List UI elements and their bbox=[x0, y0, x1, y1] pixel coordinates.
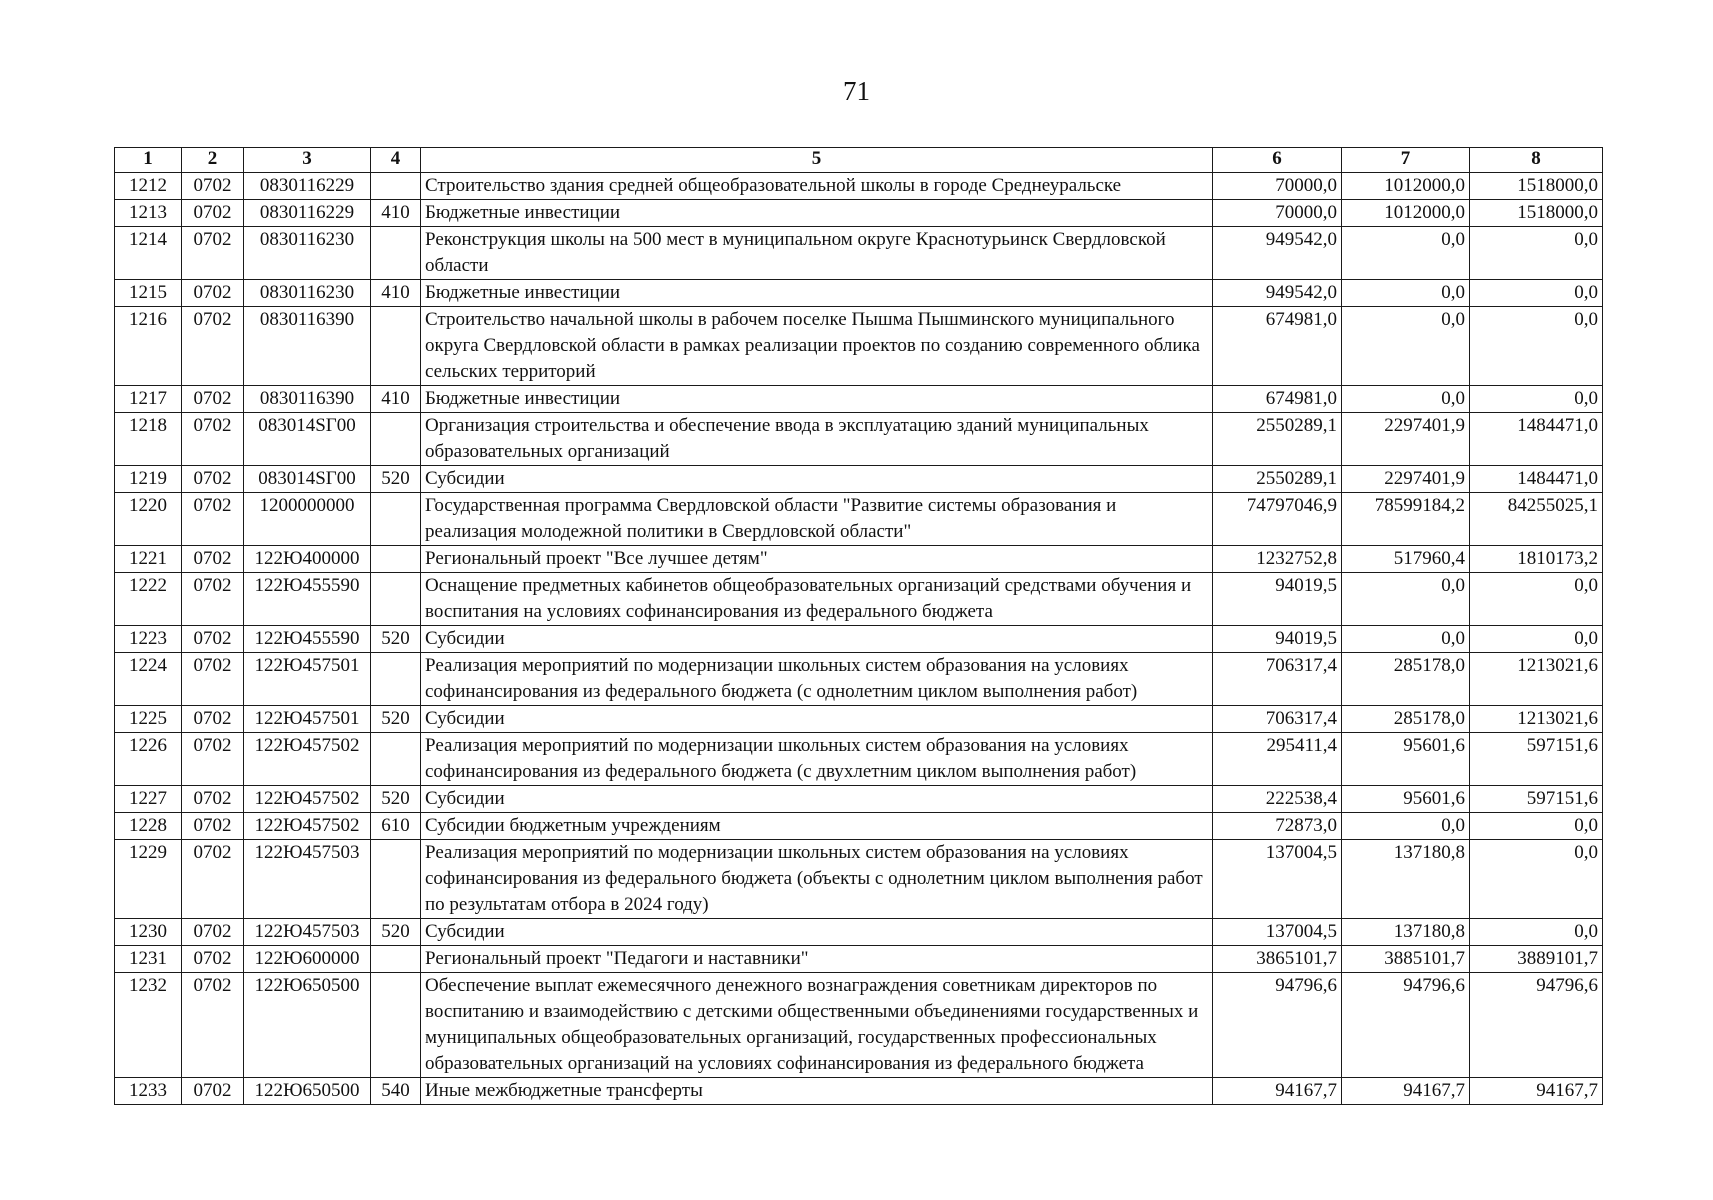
row-number: 1212 bbox=[115, 173, 182, 200]
amount-col-8: 0,0 bbox=[1470, 813, 1603, 840]
expense-name: Региональный проект "Все лучшее детям" bbox=[421, 546, 1213, 573]
row-number: 1215 bbox=[115, 280, 182, 307]
expense-type-code bbox=[371, 546, 421, 573]
amount-col-7: 3885101,7 bbox=[1342, 946, 1470, 973]
row-number: 1214 bbox=[115, 227, 182, 280]
table-row bbox=[115, 227, 1603, 280]
page-number: 71 bbox=[843, 76, 870, 106]
header-cell: 1 bbox=[115, 148, 182, 173]
section-code: 0702 bbox=[182, 1078, 244, 1105]
amount-col-7: 2297401,9 bbox=[1342, 413, 1470, 466]
expense-name: Реализация мероприятий по модернизации школьных систем образования на условиях софинансирования из федерального бюджета (с двухлетним циклом выполнения работ) bbox=[421, 733, 1213, 786]
expense-type-code: 410 bbox=[371, 386, 421, 413]
amount-col-6: 94167,7 bbox=[1213, 1078, 1342, 1105]
expense-type-code: 520 bbox=[371, 786, 421, 813]
expense-type-code bbox=[371, 733, 421, 786]
section-code: 0702 bbox=[182, 653, 244, 706]
table-row bbox=[115, 466, 1603, 493]
expense-name: Бюджетные инвестиции bbox=[421, 200, 1213, 227]
amount-col-8: 1213021,6 bbox=[1470, 706, 1603, 733]
table-row bbox=[115, 973, 1603, 1078]
amount-col-7: 0,0 bbox=[1342, 280, 1470, 307]
target-article-code: 122Ю457501 bbox=[244, 653, 371, 706]
expense-type-code bbox=[371, 227, 421, 280]
amount-col-7: 95601,6 bbox=[1342, 733, 1470, 786]
table-row bbox=[115, 413, 1603, 466]
row-number: 1221 bbox=[115, 546, 182, 573]
amount-col-6: 1232752,8 bbox=[1213, 546, 1342, 573]
target-article-code: 122Ю457502 bbox=[244, 733, 371, 786]
amount-col-6: 70000,0 bbox=[1213, 200, 1342, 227]
expense-type-code bbox=[371, 173, 421, 200]
amount-col-8: 0,0 bbox=[1470, 307, 1603, 386]
expense-name: Обеспечение выплат ежемесячного денежного вознаграждения советникам директоров по воспитанию и взаимодействию с детскими общественными объединениями государственных и муниципальных общеобразовательных организаций, государственных профессиональных образовательных организаций на условиях софинансирования из федерального бюджета bbox=[421, 973, 1213, 1078]
row-number: 1222 bbox=[115, 573, 182, 626]
amount-col-6: 137004,5 bbox=[1213, 840, 1342, 919]
amount-col-8: 597151,6 bbox=[1470, 786, 1603, 813]
row-number: 1226 bbox=[115, 733, 182, 786]
target-article-code: 122Ю457502 bbox=[244, 786, 371, 813]
row-number: 1219 bbox=[115, 466, 182, 493]
row-number: 1225 bbox=[115, 706, 182, 733]
table-row bbox=[115, 786, 1603, 813]
expense-name: Субсидии bbox=[421, 919, 1213, 946]
expense-type-code bbox=[371, 493, 421, 546]
section-code: 0702 bbox=[182, 840, 244, 919]
expense-name: Иные межбюджетные трансферты bbox=[421, 1078, 1213, 1105]
table-row bbox=[115, 919, 1603, 946]
table-row bbox=[115, 733, 1603, 786]
expense-name: Субсидии bbox=[421, 466, 1213, 493]
expense-name: Субсидии bbox=[421, 626, 1213, 653]
expense-name: Организация строительства и обеспечение ввода в эксплуатацию зданий муниципальных образовательных организаций bbox=[421, 413, 1213, 466]
amount-col-8: 1518000,0 bbox=[1470, 173, 1603, 200]
target-article-code: 122Ю400000 bbox=[244, 546, 371, 573]
expense-type-code bbox=[371, 653, 421, 706]
amount-col-7: 1012000,0 bbox=[1342, 200, 1470, 227]
amount-col-6: 674981,0 bbox=[1213, 307, 1342, 386]
amount-col-8: 1484471,0 bbox=[1470, 413, 1603, 466]
amount-col-8: 0,0 bbox=[1470, 840, 1603, 919]
amount-col-6: 949542,0 bbox=[1213, 280, 1342, 307]
expense-name: Строительство начальной школы в рабочем поселке Пышма Пышминского муниципального округа Свердловской области в рамках реализации проектов по созданию современного облика сельских территорий bbox=[421, 307, 1213, 386]
section-code: 0702 bbox=[182, 733, 244, 786]
amount-col-7: 94167,7 bbox=[1342, 1078, 1470, 1105]
row-number: 1229 bbox=[115, 840, 182, 919]
row-number: 1233 bbox=[115, 1078, 182, 1105]
amount-col-6: 70000,0 bbox=[1213, 173, 1342, 200]
table-row bbox=[115, 1078, 1603, 1105]
amount-col-8: 0,0 bbox=[1470, 573, 1603, 626]
header-cell: 5 bbox=[421, 148, 1213, 173]
expense-name: Бюджетные инвестиции bbox=[421, 386, 1213, 413]
table-row bbox=[115, 307, 1603, 386]
header-row bbox=[115, 148, 1603, 173]
target-article-code: 1200000000 bbox=[244, 493, 371, 546]
amount-col-8: 1213021,6 bbox=[1470, 653, 1603, 706]
section-code: 0702 bbox=[182, 493, 244, 546]
row-number: 1232 bbox=[115, 973, 182, 1078]
expense-name: Бюджетные инвестиции bbox=[421, 280, 1213, 307]
row-number: 1230 bbox=[115, 919, 182, 946]
header-cell: 8 bbox=[1470, 148, 1603, 173]
section-code: 0702 bbox=[182, 307, 244, 386]
table-row bbox=[115, 946, 1603, 973]
section-code: 0702 bbox=[182, 973, 244, 1078]
amount-col-7: 137180,8 bbox=[1342, 919, 1470, 946]
header-cell: 4 bbox=[371, 148, 421, 173]
amount-col-8: 1810173,2 bbox=[1470, 546, 1603, 573]
amount-col-7: 1012000,0 bbox=[1342, 173, 1470, 200]
expense-type-code bbox=[371, 307, 421, 386]
amount-col-7: 137180,8 bbox=[1342, 840, 1470, 919]
table-row bbox=[115, 706, 1603, 733]
expense-name: Субсидии бюджетным учреждениям bbox=[421, 813, 1213, 840]
amount-col-8: 0,0 bbox=[1470, 626, 1603, 653]
amount-col-6: 706317,4 bbox=[1213, 706, 1342, 733]
amount-col-7: 2297401,9 bbox=[1342, 466, 1470, 493]
amount-col-6: 94019,5 bbox=[1213, 573, 1342, 626]
expense-type-code: 520 bbox=[371, 919, 421, 946]
budget-table bbox=[114, 147, 1603, 1105]
target-article-code: 122Ю457503 bbox=[244, 840, 371, 919]
target-article-code: 122Ю455590 bbox=[244, 626, 371, 653]
amount-col-7: 94796,6 bbox=[1342, 973, 1470, 1078]
row-number: 1220 bbox=[115, 493, 182, 546]
target-article-code: 083014SГ00 bbox=[244, 413, 371, 466]
amount-col-8: 0,0 bbox=[1470, 280, 1603, 307]
table-row bbox=[115, 546, 1603, 573]
amount-col-8: 0,0 bbox=[1470, 919, 1603, 946]
row-number: 1218 bbox=[115, 413, 182, 466]
amount-col-7: 95601,6 bbox=[1342, 786, 1470, 813]
section-code: 0702 bbox=[182, 919, 244, 946]
amount-col-8: 84255025,1 bbox=[1470, 493, 1603, 546]
row-number: 1231 bbox=[115, 946, 182, 973]
section-code: 0702 bbox=[182, 946, 244, 973]
section-code: 0702 bbox=[182, 227, 244, 280]
amount-col-7: 0,0 bbox=[1342, 307, 1470, 386]
amount-col-6: 94796,6 bbox=[1213, 973, 1342, 1078]
amount-col-6: 706317,4 bbox=[1213, 653, 1342, 706]
expense-type-code: 410 bbox=[371, 280, 421, 307]
target-article-code: 122Ю600000 bbox=[244, 946, 371, 973]
table-row bbox=[115, 840, 1603, 919]
amount-col-6: 949542,0 bbox=[1213, 227, 1342, 280]
row-number: 1216 bbox=[115, 307, 182, 386]
section-code: 0702 bbox=[182, 546, 244, 573]
amount-col-8: 3889101,7 bbox=[1470, 946, 1603, 973]
amount-col-8: 94796,6 bbox=[1470, 973, 1603, 1078]
expense-name: Строительство здания средней общеобразовательной школы в городе Среднеуральске bbox=[421, 173, 1213, 200]
target-article-code: 122Ю457503 bbox=[244, 919, 371, 946]
amount-col-6: 137004,5 bbox=[1213, 919, 1342, 946]
amount-col-6: 222538,4 bbox=[1213, 786, 1342, 813]
amount-col-6: 674981,0 bbox=[1213, 386, 1342, 413]
expense-name: Оснащение предметных кабинетов общеобразовательных организаций средствами обучения и воспитания на условиях софинансирования из федерального бюджета bbox=[421, 573, 1213, 626]
section-code: 0702 bbox=[182, 173, 244, 200]
expense-name: Реализация мероприятий по модернизации школьных систем образования на условиях софинансирования из федерального бюджета (с однолетним циклом выполнения работ) bbox=[421, 653, 1213, 706]
amount-col-8: 1518000,0 bbox=[1470, 200, 1603, 227]
target-article-code: 122Ю457501 bbox=[244, 706, 371, 733]
expense-name: Региональный проект "Педагоги и наставники" bbox=[421, 946, 1213, 973]
section-code: 0702 bbox=[182, 413, 244, 466]
expense-name: Субсидии bbox=[421, 786, 1213, 813]
target-article-code: 122Ю457502 bbox=[244, 813, 371, 840]
amount-col-8: 1484471,0 bbox=[1470, 466, 1603, 493]
amount-col-8: 0,0 bbox=[1470, 386, 1603, 413]
target-article-code: 0830116390 bbox=[244, 307, 371, 386]
expense-type-code: 520 bbox=[371, 626, 421, 653]
expense-type-code bbox=[371, 946, 421, 973]
header-cell: 3 bbox=[244, 148, 371, 173]
section-code: 0702 bbox=[182, 573, 244, 626]
section-code: 0702 bbox=[182, 813, 244, 840]
table-row bbox=[115, 200, 1603, 227]
amount-col-8: 0,0 bbox=[1470, 227, 1603, 280]
amount-col-6: 2550289,1 bbox=[1213, 466, 1342, 493]
expense-type-code bbox=[371, 413, 421, 466]
target-article-code: 0830116390 bbox=[244, 386, 371, 413]
row-number: 1223 bbox=[115, 626, 182, 653]
expense-type-code: 610 bbox=[371, 813, 421, 840]
amount-col-7: 0,0 bbox=[1342, 573, 1470, 626]
row-number: 1217 bbox=[115, 386, 182, 413]
expense-type-code: 540 bbox=[371, 1078, 421, 1105]
table-row bbox=[115, 493, 1603, 546]
amount-col-7: 0,0 bbox=[1342, 813, 1470, 840]
expense-type-code bbox=[371, 973, 421, 1078]
table-row bbox=[115, 653, 1603, 706]
section-code: 0702 bbox=[182, 786, 244, 813]
section-code: 0702 bbox=[182, 706, 244, 733]
target-article-code: 0830116229 bbox=[244, 173, 371, 200]
expense-type-code bbox=[371, 840, 421, 919]
amount-col-6: 74797046,9 bbox=[1213, 493, 1342, 546]
amount-col-6: 2550289,1 bbox=[1213, 413, 1342, 466]
amount-col-7: 0,0 bbox=[1342, 626, 1470, 653]
amount-col-7: 0,0 bbox=[1342, 227, 1470, 280]
expense-name: Государственная программа Свердловской области "Развитие системы образования и реализация молодежной политики в Свердловской области" bbox=[421, 493, 1213, 546]
amount-col-7: 285178,0 bbox=[1342, 706, 1470, 733]
table-row bbox=[115, 173, 1603, 200]
section-code: 0702 bbox=[182, 466, 244, 493]
target-article-code: 0830116230 bbox=[244, 280, 371, 307]
target-article-code: 122Ю455590 bbox=[244, 573, 371, 626]
table-row bbox=[115, 626, 1603, 653]
table-row bbox=[115, 386, 1603, 413]
row-number: 1228 bbox=[115, 813, 182, 840]
row-number: 1213 bbox=[115, 200, 182, 227]
amount-col-8: 597151,6 bbox=[1470, 733, 1603, 786]
section-code: 0702 bbox=[182, 280, 244, 307]
header-cell: 7 bbox=[1342, 148, 1470, 173]
section-code: 0702 bbox=[182, 386, 244, 413]
amount-col-6: 94019,5 bbox=[1213, 626, 1342, 653]
amount-col-6: 3865101,7 bbox=[1213, 946, 1342, 973]
table-row bbox=[115, 813, 1603, 840]
row-number: 1224 bbox=[115, 653, 182, 706]
amount-col-7: 0,0 bbox=[1342, 386, 1470, 413]
table-row bbox=[115, 573, 1603, 626]
section-code: 0702 bbox=[182, 626, 244, 653]
target-article-code: 122Ю650500 bbox=[244, 1078, 371, 1105]
expense-name: Реконструкция школы на 500 мест в муниципальном округе Краснотурьинск Свердловской области bbox=[421, 227, 1213, 280]
target-article-code: 0830116229 bbox=[244, 200, 371, 227]
row-number: 1227 bbox=[115, 786, 182, 813]
section-code: 0702 bbox=[182, 200, 244, 227]
expense-type-code bbox=[371, 573, 421, 626]
header-cell: 6 bbox=[1213, 148, 1342, 173]
amount-col-7: 78599184,2 bbox=[1342, 493, 1470, 546]
expense-type-code: 520 bbox=[371, 706, 421, 733]
amount-col-7: 517960,4 bbox=[1342, 546, 1470, 573]
target-article-code: 083014SГ00 bbox=[244, 466, 371, 493]
target-article-code: 122Ю650500 bbox=[244, 973, 371, 1078]
table-row bbox=[115, 280, 1603, 307]
expense-type-code: 520 bbox=[371, 466, 421, 493]
target-article-code: 0830116230 bbox=[244, 227, 371, 280]
expense-name: Субсидии bbox=[421, 706, 1213, 733]
amount-col-7: 285178,0 bbox=[1342, 653, 1470, 706]
amount-col-6: 295411,4 bbox=[1213, 733, 1342, 786]
amount-col-8: 94167,7 bbox=[1470, 1078, 1603, 1105]
header-cell: 2 bbox=[182, 148, 244, 173]
expense-type-code: 410 bbox=[371, 200, 421, 227]
expense-name: Реализация мероприятий по модернизации школьных систем образования на условиях софинансирования из федерального бюджета (объекты с однолетним циклом выполнения работ по результатам отбора в 2024 году) bbox=[421, 840, 1213, 919]
amount-col-6: 72873,0 bbox=[1213, 813, 1342, 840]
